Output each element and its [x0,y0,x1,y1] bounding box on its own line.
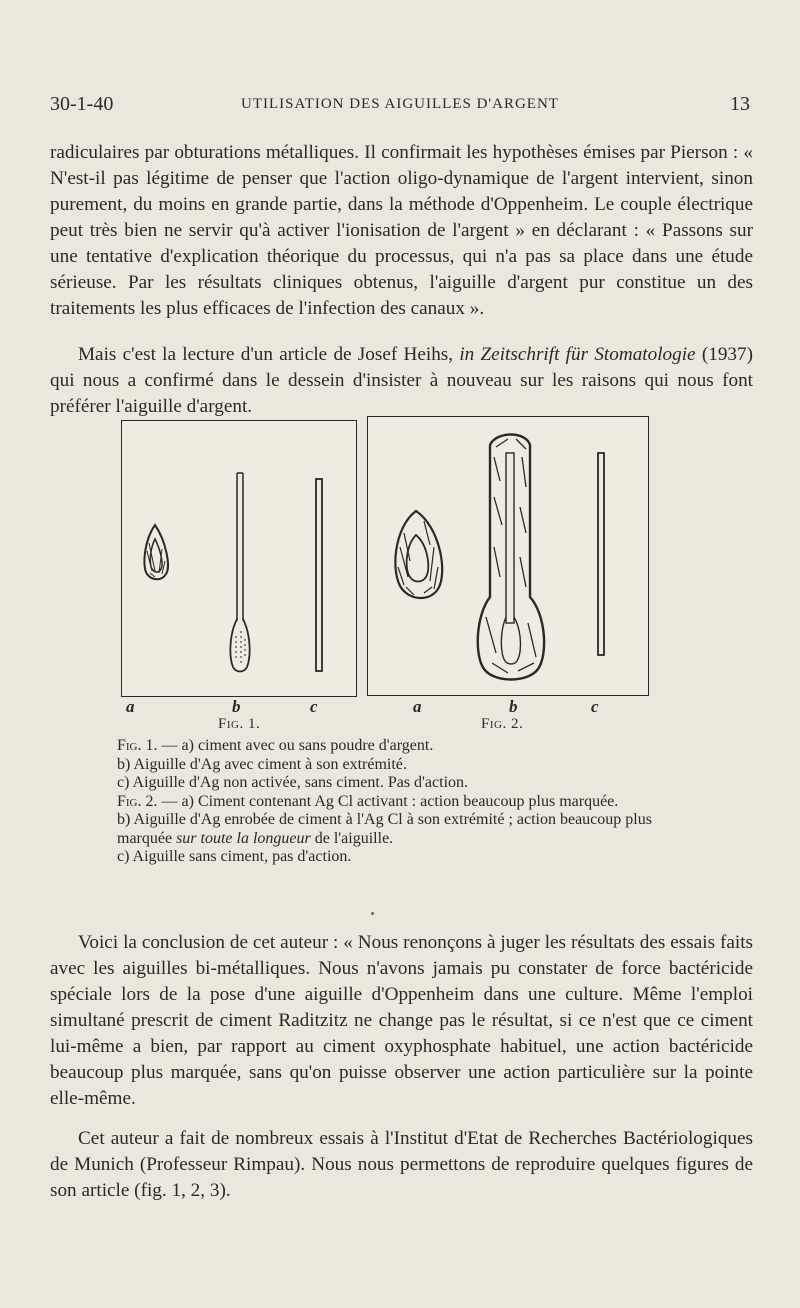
paragraph-2-end: (1937) qui nous a confirmé dans le dessein d'insister à nouveau sur les raisons qui nous font préférer l'aiguille d'argent. [50,344,753,417]
fig2-plain-needle [598,453,604,655]
paragraph-2 [50,342,753,420]
paragraph-2-start: Mais c'est la lecture d'un article de Josef Heihs, [78,344,460,365]
caption-fig2-a [117,793,677,812]
fig1-plain-needle [316,479,322,671]
fig2-enrobed-needle [478,435,544,680]
caption-fig1-a-text: — a) ciment avec ou sans poudre d'argent. [157,737,434,754]
fig2-label-a: a [413,697,422,716]
fig1-cement-drop [144,525,168,579]
caption-fig1-head: Fig. 1. [117,737,158,754]
fig1-title: Fig. 1. [218,716,261,732]
figure-2 [367,416,649,696]
fig2-label-c: c [591,697,599,716]
journal-title: in Zeitschrift für Stomatologie [459,344,696,365]
figure-captions [117,737,677,867]
caption-fig2-c: c) Aiguille sans ciment, pas d'action. [117,848,352,865]
caption-fig2-b-end: de l'aiguille. [310,829,394,847]
caption-fig1-c: c) Aiguille d'Ag non activée, sans ciment. Pas d'action. [117,774,469,791]
caption-fig2-b-start: b) Aiguille d'Ag enrobée de ciment à l'Ag Cl à son extrémité ; action beaucoup plus marquée [117,811,652,847]
header-date: 30-1-40 [50,93,114,115]
caption-fig1-a [117,737,677,756]
fig2-title: Fig. 2. [481,716,524,732]
fig2-cement-ring [395,511,442,598]
running-header [50,93,750,121]
header-title: UTILISATION DES AIGUILLES D'ARGENT [241,96,559,112]
caption-fig1-b: b) Aiguille d'Ag avec ciment à son extrémité. [117,755,407,773]
fig1-label-a: a [126,697,135,716]
paragraph-1: radiculaires par obturations métalliques. Il confirmait les hypothèses émises par Pierson : « N'est-il pas légitime de penser que l'action oligo-dynamique de l'argent intervient, sinon purement, du moins en grande partie, dans la méthode d'Oppenheim. Le couple électrique peut très bien ne servir qu'à activer l'ionisation de l'argent » en déclarant : « Passons sur une tentative d'explication théorique du processus, qui n'a pas sa place dans une étude sérieuse. Par les résultats cliniques obtenus, l'aiguille d'argent pur constitue un des traitements les plus efficaces de l'infection des canaux ». [50,142,753,319]
caption-fig2-a-text: — a) Ciment contenant Ag Cl activant : action beaucoup plus marquée. [157,792,619,810]
fig1-needle-with-cement [230,473,249,672]
print-speck [371,912,374,915]
paragraph-3: Voici la conclusion de cet auteur : « Nous renonçons à juger les résultats des essais faits avec les aiguilles bi-métalliques. Nous n'avons jamais pu constater de force bactéricide spéciale lors de la pose d'une aiguille d'Oppenheim dans une culture. Même l'emploi simultané prescrit de ciment Raditzitz ne change pas le résultat, si ce n'est que ce ciment lui-même a bien, par rapport au ciment oxyphosphate habituel, une action bactéricide beaucoup plus marquée, sans qu'on puisse observer une action particulière sur la pointe elle-même. [50,932,753,1109]
caption-fig2-b [117,811,677,848]
caption-fig2-head: Fig. 2. [117,792,158,810]
caption-fig2-b-emphasis: sur toute la longueur [176,829,311,847]
paragraph-4: Cet auteur a fait de nombreux essais à l'Institut d'Etat de Recherches Bactériologiques de Munich (Professeur Rimpau). Nous nous permettons de reproduire quelques figures de son article (fig. 1, 2, 3). [50,1128,753,1201]
fig1-label-c: c [310,697,318,716]
figure-1-drawing [122,421,356,696]
figure-1 [121,420,357,697]
page-number: 13 [730,93,750,115]
fig2-label-b: b [509,697,518,716]
fig1-label-b: b [232,697,241,716]
figure-2-drawing [368,417,648,695]
